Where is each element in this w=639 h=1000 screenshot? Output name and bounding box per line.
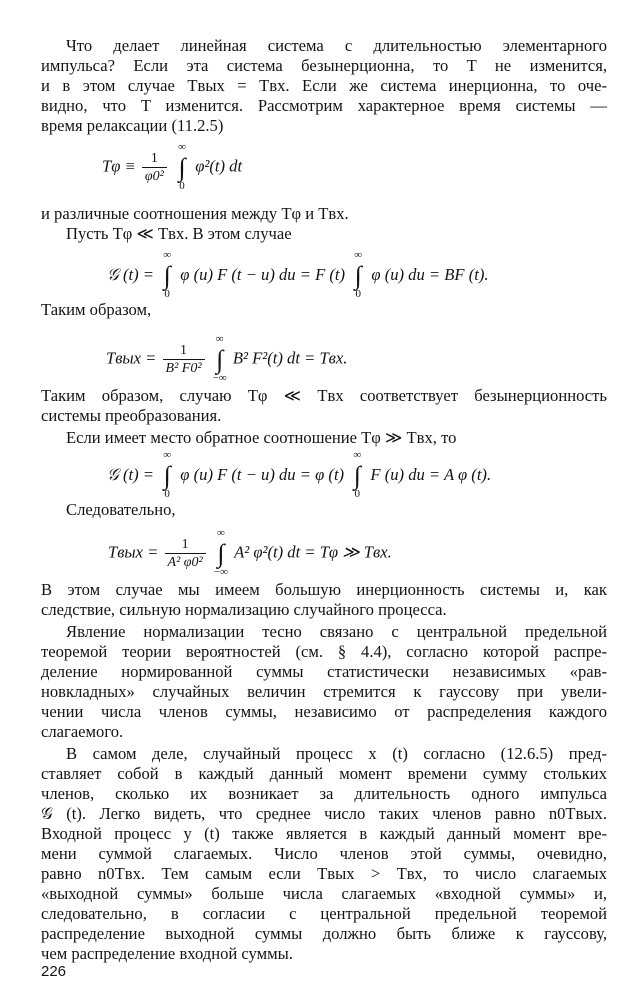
text-line: деление нормированной суммы статистически независимых «рав- [41,662,607,681]
text-line: ставляет собой в каждый данный момент времени сумму стольких [41,764,607,783]
text-line: Таким образом, [41,300,152,319]
text-line: Явление нормализации тесно связано с центральной предельной [66,622,607,641]
text-line: Следовательно, [66,500,176,519]
text-line: время релаксации (11.2.5) [41,116,224,135]
text-line: членов, сколько их возникает за длительность одного импульса [41,784,607,803]
text-line: и различные соотношения между Tφ и Tвх. [41,204,349,223]
text-line: импульса? Если эта система безынерционна, то T не изменится, [41,56,607,75]
text-line: В этом случае мы имеем большую инерционность системы и, как [41,580,607,599]
text-line: 𝒢 (t). Легко видеть, что среднее число таких членов равно n0Tвых. [41,804,607,823]
text-line: Пусть Tφ ≪ Tвх. В этом случае [66,224,292,243]
text-line: В самом деле, случайный процесс x (t) согласно (12.6.5) пред- [66,744,607,763]
text-line: чении числа членов суммы, независимо от распределения каждого [41,702,607,721]
text-line: следовательно, в согласии с центральной предельной теоремой [41,904,607,923]
text-line: новкладных» случайных величин стремится к гауссову при увели- [41,682,607,701]
text-line: распределение выходной суммы должно быть ближе к гауссову, [41,924,607,943]
equation-case-long: 𝒢 (t) = ∞ ∫ 0 φ (u) F (t − u) du = φ (t) ∞ ∫ 0 F (u) du = A φ (t). [107,449,492,500]
text-line: следствие, сильную нормализацию случайного процесса. [41,600,447,619]
text-line: Таким образом, случаю Tφ ≪ Tвх соответствует безынерционность [41,386,607,405]
text-line: мени суммой слагаемых. Число членов этой суммы, очевидно, [41,844,607,863]
text-line: чем распределение входной суммы. [41,944,293,963]
text-line: слагаемого. [41,722,124,741]
text-line: «выходной суммы» больше числа слагаемых «входной суммы» и, [41,884,607,903]
text-line: и в этом случае Tвых = Tвх. Если же система инерционна, то оче- [41,76,607,95]
text-line: равно n0Tвх. Тем самым если Tвых > Tвх, то число слагаемых [41,864,607,883]
equation-output-time-2: Tвых = $\frac{1}{\text{A² φ0²}}$ ∞ ∫ −∞ A² φ²(t) dt = Tφ ≫ Tвх. [108,526,392,578]
text-line: системы преобразования. [41,406,222,425]
text-line: Входной процесс y (t) также является в каждый данный момент вре- [41,824,607,843]
equation-case-short: 𝒢 (t) = ∞ ∫ 0 φ (u) F (t − u) du = F (t) ∞ ∫ 0 φ (u) du = BF (t). [107,249,489,300]
text-line: теоремой теории вероятностей (см. § 4.4), согласно которой распре- [41,642,607,661]
equation-output-time-1: Tвых = $\frac{1}{\text{B² F0²}}$ ∞ ∫ −∞ B² F²(t) dt = Tвх. [106,332,348,384]
text-line: Что делает линейная система с длительностью элементарного [66,36,607,55]
text-line: видно, что T изменится. Рассмотрим характерное время системы — [41,96,607,115]
equation-relaxation-time: Tφ ≡ $\frac{1}{\text{φ0²}}$ ∞ ∫ 0 φ²(t) dt [102,140,243,192]
page-number: 226 [41,963,67,980]
text-line: Если имеет место обратное соотношение Tφ ≫ Tвх, то [66,428,457,447]
